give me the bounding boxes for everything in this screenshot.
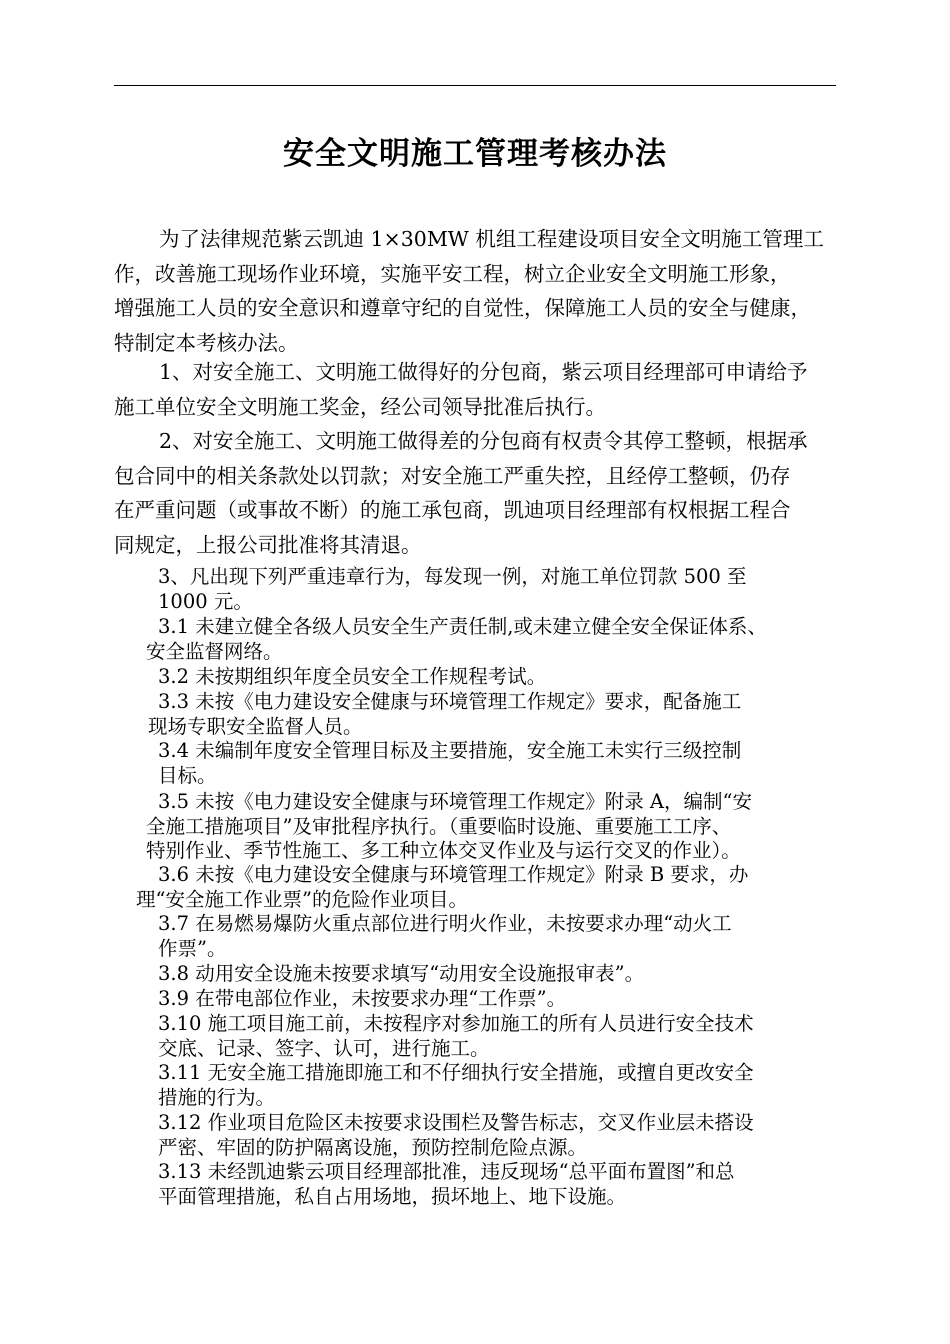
header-rule: [114, 85, 836, 86]
text-line: 3.5 未按《电力建设安全健康与环境管理工作规定》附录 A，编制“安: [158, 790, 752, 813]
clause-3-10: [158, 1012, 848, 1061]
text-line: 3.2 未按期组织年度全员安全工作规程考试。: [158, 665, 547, 688]
clause-3-4: [158, 739, 848, 788]
text-line: 交底、记录、签字、认可，进行施工。: [158, 1036, 490, 1060]
text-line: 3.6 未按《电力建设安全健康与环境管理工作规定》附录 B 要求，办: [158, 863, 749, 886]
text-line: 特制定本考核办法。: [114, 330, 299, 355]
clause-3-7: [158, 912, 848, 961]
text-line: 理“安全施工作业票”的危险作业项目。: [136, 887, 468, 911]
clause-3-13: [158, 1160, 848, 1209]
clause-3-1: [146, 615, 848, 664]
text-line: 为了法律规范紫云凯迪 1×30MW 机组工程建设项目安全文明施工管理工: [159, 227, 824, 251]
text-line: 安全监督网络。: [146, 639, 283, 663]
text-line: 3、凡出现下列严重违章行为，每发现一例，对施工单位罚款 500 至: [158, 565, 747, 588]
text-line: 平面管理措施，私自占用场地，损坏地上、地下设施。: [158, 1184, 627, 1208]
text-line: 3.12 作业项目危险区未按要求设围栏及警告标志，交叉作业层未搭设: [158, 1111, 754, 1134]
text-line: 增强施工人员的安全意识和遵章守纪的自觉性，保障施工人员的安全与健康，: [114, 296, 811, 320]
text-line: 施工单位安全文明施工奖金，经公司领导批准后执行。: [114, 394, 606, 419]
text-line: 全施工措施项目”及审批程序执行。（重要临时设施、重要施工工序、: [146, 814, 732, 838]
text-line: 3.10 施工项目施工前，未按程序对参加施工的所有人员进行安全技术: [158, 1012, 754, 1035]
text-line: 特别作业、季节性施工、多工种立体交叉作业及与运行交叉的作业）。: [146, 839, 741, 862]
text-line: 1、对安全施工、文明施工做得好的分包商，紫云项目经理部可申请给予: [159, 360, 808, 384]
clause-3-12: [158, 1111, 848, 1160]
text-line: 3.1 未建立健全各级人员安全生产责任制,或未建立健全安全保证体系、: [158, 615, 767, 638]
text-line: 严密、牢固的防护隔离设施，预防控制危险点源。: [158, 1135, 588, 1159]
text-line: 3.4 未编制年度安全管理目标及主要措施，安全施工未实行三级控制: [158, 739, 742, 762]
clause-3-3: [148, 690, 848, 739]
clause-3-9: [158, 987, 848, 1012]
text-line: 3.7 在易燃易爆防火重点部位进行明火作业，未按要求办理“动火工: [158, 912, 732, 935]
text-line: 3.9 在带电部位作业，未按要求办理“工作票”。: [158, 987, 567, 1010]
clause-3-5: [146, 790, 848, 864]
text-line: 包合同中的相关条款处以罚款；对安全施工严重失控，且经停工整顿，仍存: [114, 463, 791, 488]
text-line: 措施的行为。: [158, 1085, 276, 1109]
text-line: 3.3 未按《电力建设安全健康与环境管理工作规定》要求，配备施工: [158, 690, 742, 713]
text-line: 同规定，上报公司批准将其清退。: [114, 532, 422, 557]
text-line: 在严重问题（或事故不断）的施工承包商，凯迪项目经理部有权根据工程合: [114, 498, 791, 522]
clause-3-2: [158, 665, 848, 690]
text-line: 作票”。: [158, 936, 227, 960]
text-line: 3.11 无安全施工措施即施工和不仔细执行安全措施，或擅自更改安全: [158, 1061, 754, 1084]
clause-3: [158, 565, 848, 614]
clause-3-6: [136, 863, 848, 912]
text-line: 2、对安全施工、文明施工做得差的分包商有权责令其停工整顿，根据承: [159, 429, 808, 453]
paragraph-2: [114, 424, 854, 562]
clause-3-11: [158, 1061, 848, 1110]
text-line: 作，改善施工现场作业环境，实施平安工程，树立企业安全文明施工形象，: [114, 261, 791, 286]
text-line: 1000 元。: [158, 589, 253, 613]
text-line: 目标。: [158, 763, 217, 787]
text-line: 现场专职安全监督人员。: [148, 714, 363, 738]
document-title: 安全文明施工管理考核办法: [283, 136, 667, 172]
text-line: 3.13 未经凯迪紫云项目经理部批准，违反现场“总平面布置图”和总: [158, 1160, 735, 1183]
text-line: 3.8 动用安全设施未按要求填写“动用安全设施报审表”。: [158, 962, 645, 985]
paragraph-1: [114, 355, 854, 424]
intro-paragraph: [114, 222, 854, 360]
clause-3-8: [158, 962, 848, 987]
